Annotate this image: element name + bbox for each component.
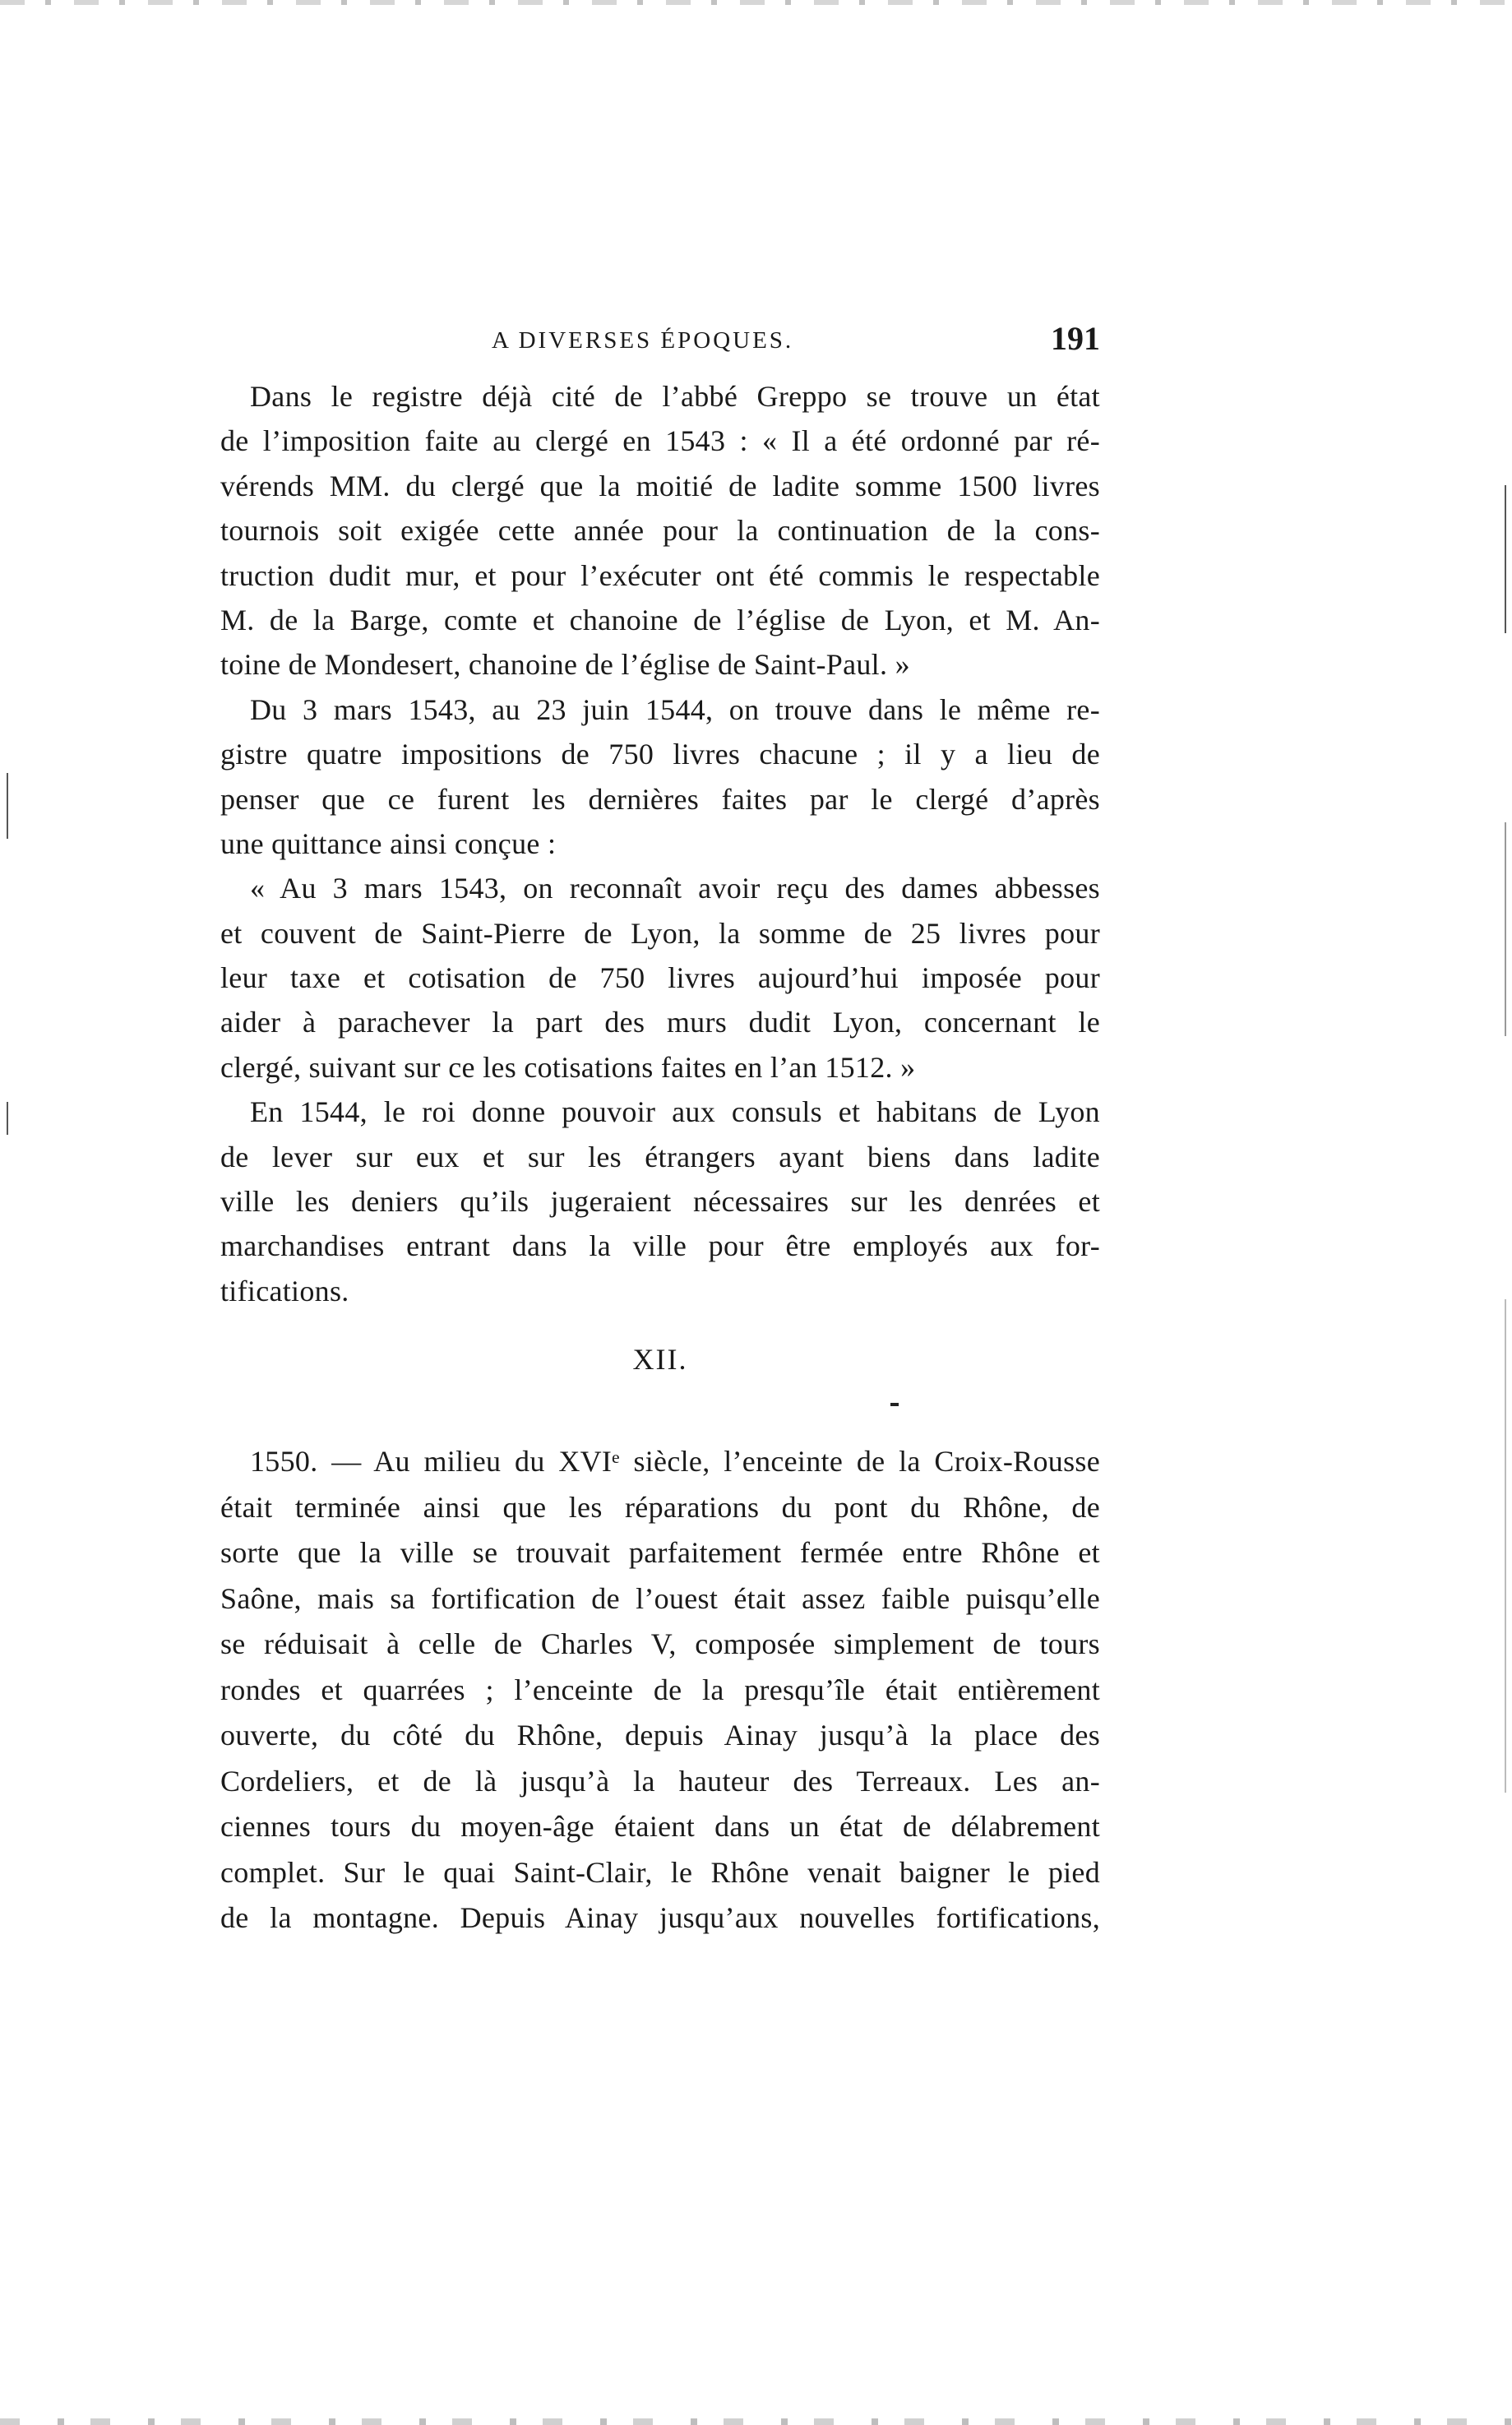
text-line: et couvent de Saint-Pierre de Lyon, la somme de 25 livres pour (220, 916, 1100, 950)
running-head (220, 319, 1100, 368)
text-line: Du 3 mars 1543, au 23 juin 1544, on trouve dans le même re- (250, 692, 1100, 726)
scan-bottom-edge (0, 2418, 1512, 2425)
section-1-text (220, 374, 1100, 1313)
text-line: tifications. (220, 1274, 349, 1307)
scan-edge-mark (7, 773, 8, 839)
text-line: gistre quatre impositions de 750 livres chacune ; il y a lieu de (220, 738, 1100, 771)
text-line: se réduisait à celle de Charles V, composée simplement de tours (220, 1627, 1100, 1660)
text-line: toine de Mondesert, chanoine de l’église de Saint-Paul. » (220, 648, 910, 682)
text-line: de l’imposition faite au clergé en 1543 : « Il a été ordonné par ré- (220, 424, 1100, 458)
scan-edge-mark (1505, 1299, 1506, 1793)
text-line: truction dudit mur, et pour l’exécuter ont été commis le respectable (220, 558, 1100, 592)
text-line: Saône, mais sa fortification de l’ouest était assez faible puisqu’elle (220, 1581, 1100, 1615)
text-line: aider à parachever la part des murs dudit Lyon, concernant le (220, 1006, 1100, 1039)
text-line: Dans le registre déjà cité de l’abbé Greppo se trouve un état (250, 380, 1100, 413)
section-2-text (220, 1439, 1100, 1941)
scan-edge-mark (1505, 822, 1506, 1036)
text-line: En 1544, le roi donne pouvoir aux consuls et habitans de Lyon (250, 1095, 1100, 1129)
text-line: une quittance ainsi conçue : (220, 826, 557, 860)
text-line: vérends MM. du clergé que la moitié de ladite somme 1500 livres (220, 469, 1100, 502)
section-heading: XII. (632, 1343, 688, 1376)
text-line: penser que ce furent les dernières faites par le clergé d’après (220, 782, 1100, 816)
text-line: complet. Sur le quai Saint-Clair, le Rhône venait baigner le pied (220, 1855, 1100, 1889)
text-line: clergé, suivant sur ce les cotisations faites en l’an 1512. » (220, 1050, 916, 1084)
text-line: ciennes tours du moyen-âge étaient dans un état de délabrement (220, 1810, 1100, 1843)
page-number: 191 (1051, 320, 1100, 357)
text-line: était terminée ainsi que les réparations du pont du Rhône, de (220, 1490, 1100, 1524)
text-line: ville les deniers qu’ils jugeraient nécessaires sur les denrées et (220, 1185, 1100, 1219)
text-line: Cordeliers, et de là jusqu’à la hauteur des Terreaux. Les an- (220, 1764, 1100, 1798)
scan-top-edge (0, 0, 1512, 5)
text-line: 1550. — Au milieu du XVIᵉ siècle, l’enceinte de la Croix-Rousse (250, 1445, 1100, 1478)
text-line: de lever sur eux et sur les étrangers ayant biens dans ladite (220, 1140, 1100, 1173)
text-line: tournois soit exigée cette année pour la continuation de la cons- (220, 514, 1100, 548)
text-line: marchandises entrant dans la ville pour être employés aux for- (220, 1229, 1100, 1263)
text-line: « Au 3 mars 1543, on reconnaît avoir reçu des dames abbesses (250, 872, 1100, 905)
section-divider (890, 1403, 899, 1406)
text-line: sorte que la ville se trouvait parfaitement fermée entre Rhône et (220, 1536, 1100, 1569)
scan-edge-mark (7, 1102, 8, 1135)
running-title: A DIVERSES ÉPOQUES. (492, 327, 794, 354)
text-line: rondes et quarrées ; l’enceinte de la presqu’île était entièrement (220, 1673, 1100, 1706)
scan-edge-mark (1505, 485, 1506, 633)
text-line: leur taxe et cotisation de 750 livres aujourd’hui imposée pour (220, 961, 1100, 995)
text-line: M. de la Barge, comte et chanoine de l’église de Lyon, et M. An- (220, 603, 1100, 636)
text-line: de la montagne. Depuis Ainay jusqu’aux nouvelles fortifications, (220, 1901, 1100, 1934)
text-line: ouverte, du côté du Rhône, depuis Ainay jusqu’à la place des (220, 1719, 1100, 1752)
